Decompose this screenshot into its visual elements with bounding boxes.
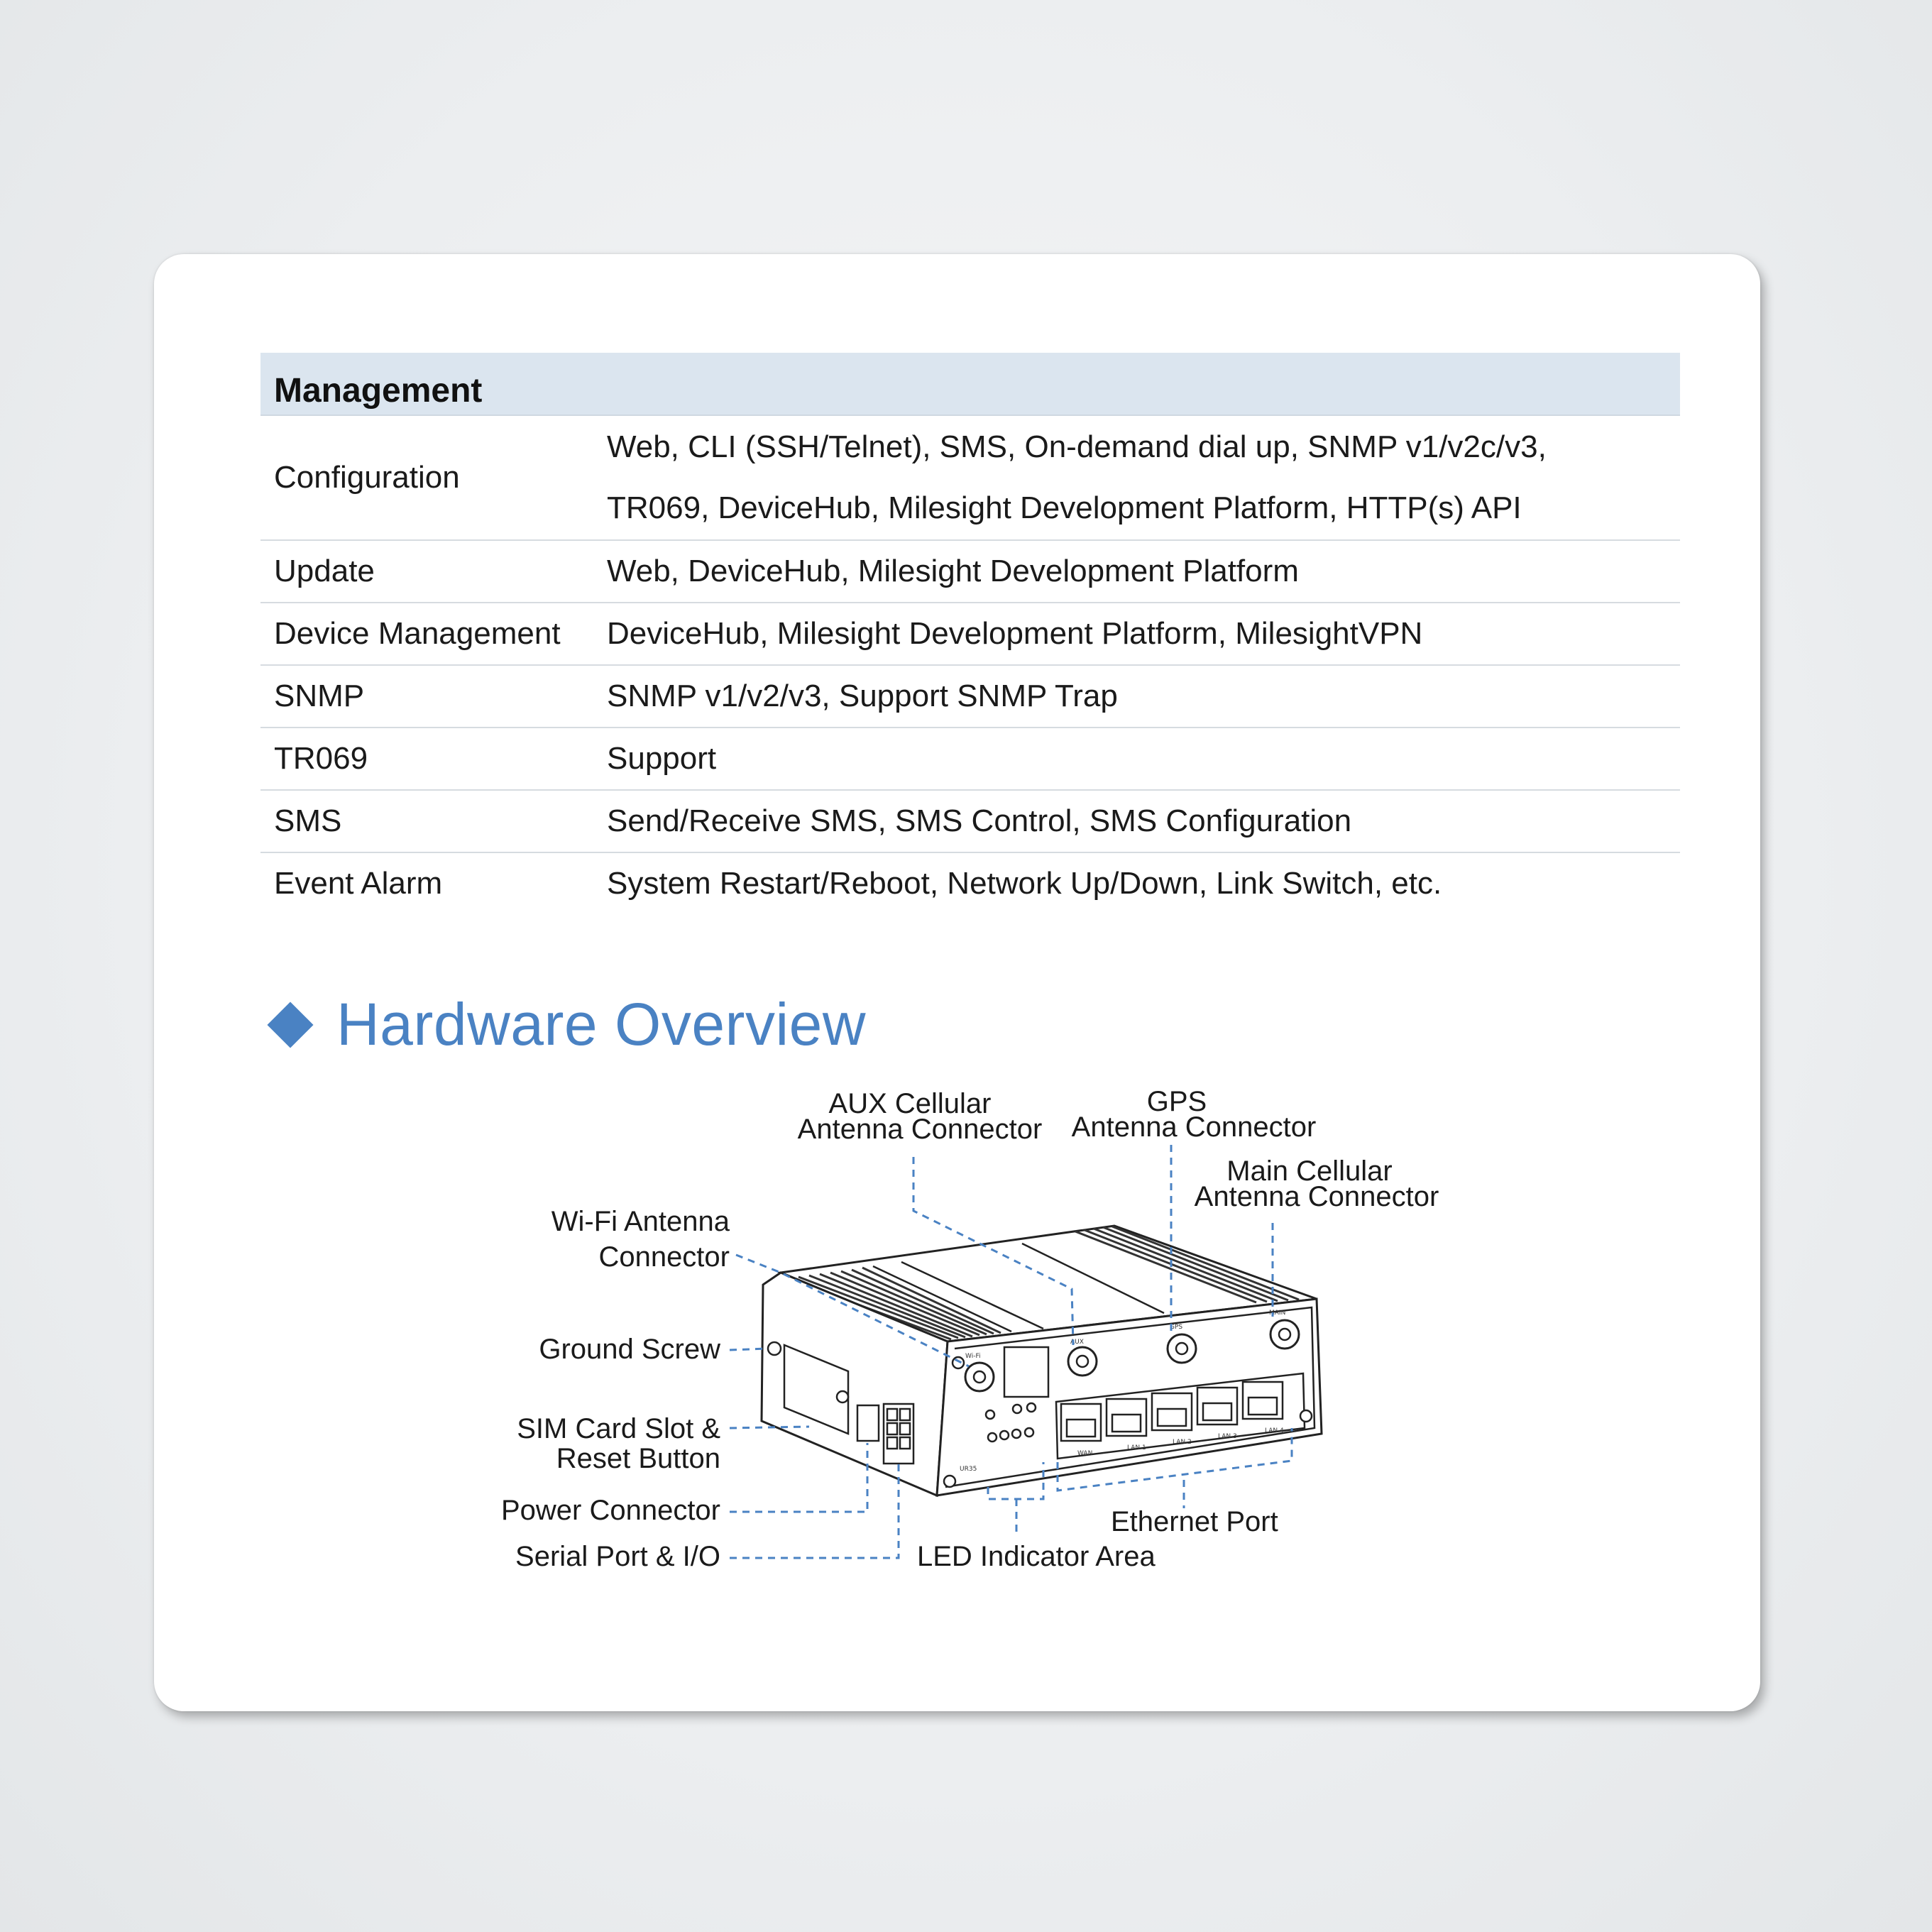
callout-wifi-line1: Wi-Fi Antenna — [551, 1206, 730, 1237]
row-key: SMS — [274, 803, 342, 838]
row-key: Device Management — [274, 616, 561, 651]
callout-sim-line1: SIM Card Slot & — [517, 1413, 720, 1444]
row-key: Event Alarm — [274, 866, 443, 901]
row-value-line: Web, CLI (SSH/Telnet), SMS, On-demand dial up, SNMP v1/v2c/v3, — [607, 429, 1547, 464]
callout-aux-line2: Antenna Connector — [797, 1114, 1043, 1145]
callout-serial-port: Serial Port & I/O — [515, 1541, 720, 1572]
label-window — [1004, 1347, 1048, 1397]
callout-wifi-line2: Connector — [598, 1241, 730, 1273]
gps-connector-label: GPS — [1170, 1324, 1183, 1331]
callout-aux-line1: AUX Cellular — [828, 1088, 992, 1119]
aux-connector-label: AUX — [1070, 1339, 1084, 1346]
router-device-illustration — [762, 1226, 1322, 1495]
callout-ethernet-port: Ethernet Port — [1111, 1506, 1278, 1537]
callout-led-indicator: LED Indicator Area — [917, 1541, 1156, 1572]
callout-power-connector: Power Connector — [500, 1495, 720, 1526]
port-label-wan: WAN — [1077, 1450, 1093, 1457]
port-label-lan1: LAN 1 — [1127, 1444, 1146, 1451]
callout-main-line1: Main Cellular — [1226, 1156, 1393, 1187]
row-key: SNMP — [274, 679, 365, 713]
port-label-lan3: LAN 3 — [1218, 1433, 1237, 1440]
callout-main-line2: Antenna Connector — [1194, 1181, 1439, 1212]
row-value: Send/Receive SMS, SMS Control, SMS Configuration — [607, 803, 1352, 838]
callout-sim-line2: Reset Button — [556, 1443, 720, 1474]
callout-gps-line2: Antenna Connector — [1071, 1112, 1317, 1143]
hardware-overview-title: Hardware Overview — [336, 991, 867, 1058]
row-value: Web, DeviceHub, Milesight Development Platform — [607, 554, 1299, 588]
row-value: DeviceHub, Milesight Development Platform, MilesightVPN — [607, 616, 1423, 651]
port-label-lan2: LAN 2 — [1173, 1439, 1192, 1446]
row-value: System Restart/Reboot, Network Up/Down, Link Switch, etc. — [607, 866, 1442, 901]
row-key: Configuration — [274, 460, 460, 495]
section-title: Management — [274, 372, 483, 410]
row-key: TR069 — [274, 741, 368, 776]
wifi-connector-label: Wi-Fi — [965, 1353, 981, 1360]
callout-gps-line1: GPS — [1146, 1086, 1207, 1117]
row-value: SNMP v1/v2/v3, Support SNMP Trap — [607, 679, 1118, 713]
callout-ground-screw: Ground Screw — [539, 1334, 720, 1365]
row-value: Support — [607, 741, 717, 776]
row-key: Update — [274, 554, 375, 588]
power-connector — [857, 1405, 879, 1441]
row-value-line: TR069, DeviceHub, Milesight Development Platform, HTTP(s) API — [607, 490, 1522, 525]
port-label-lan4: LAN 4 — [1265, 1427, 1284, 1434]
main-connector-label: MAIN — [1269, 1310, 1286, 1317]
model-label: UR35 — [960, 1466, 977, 1473]
